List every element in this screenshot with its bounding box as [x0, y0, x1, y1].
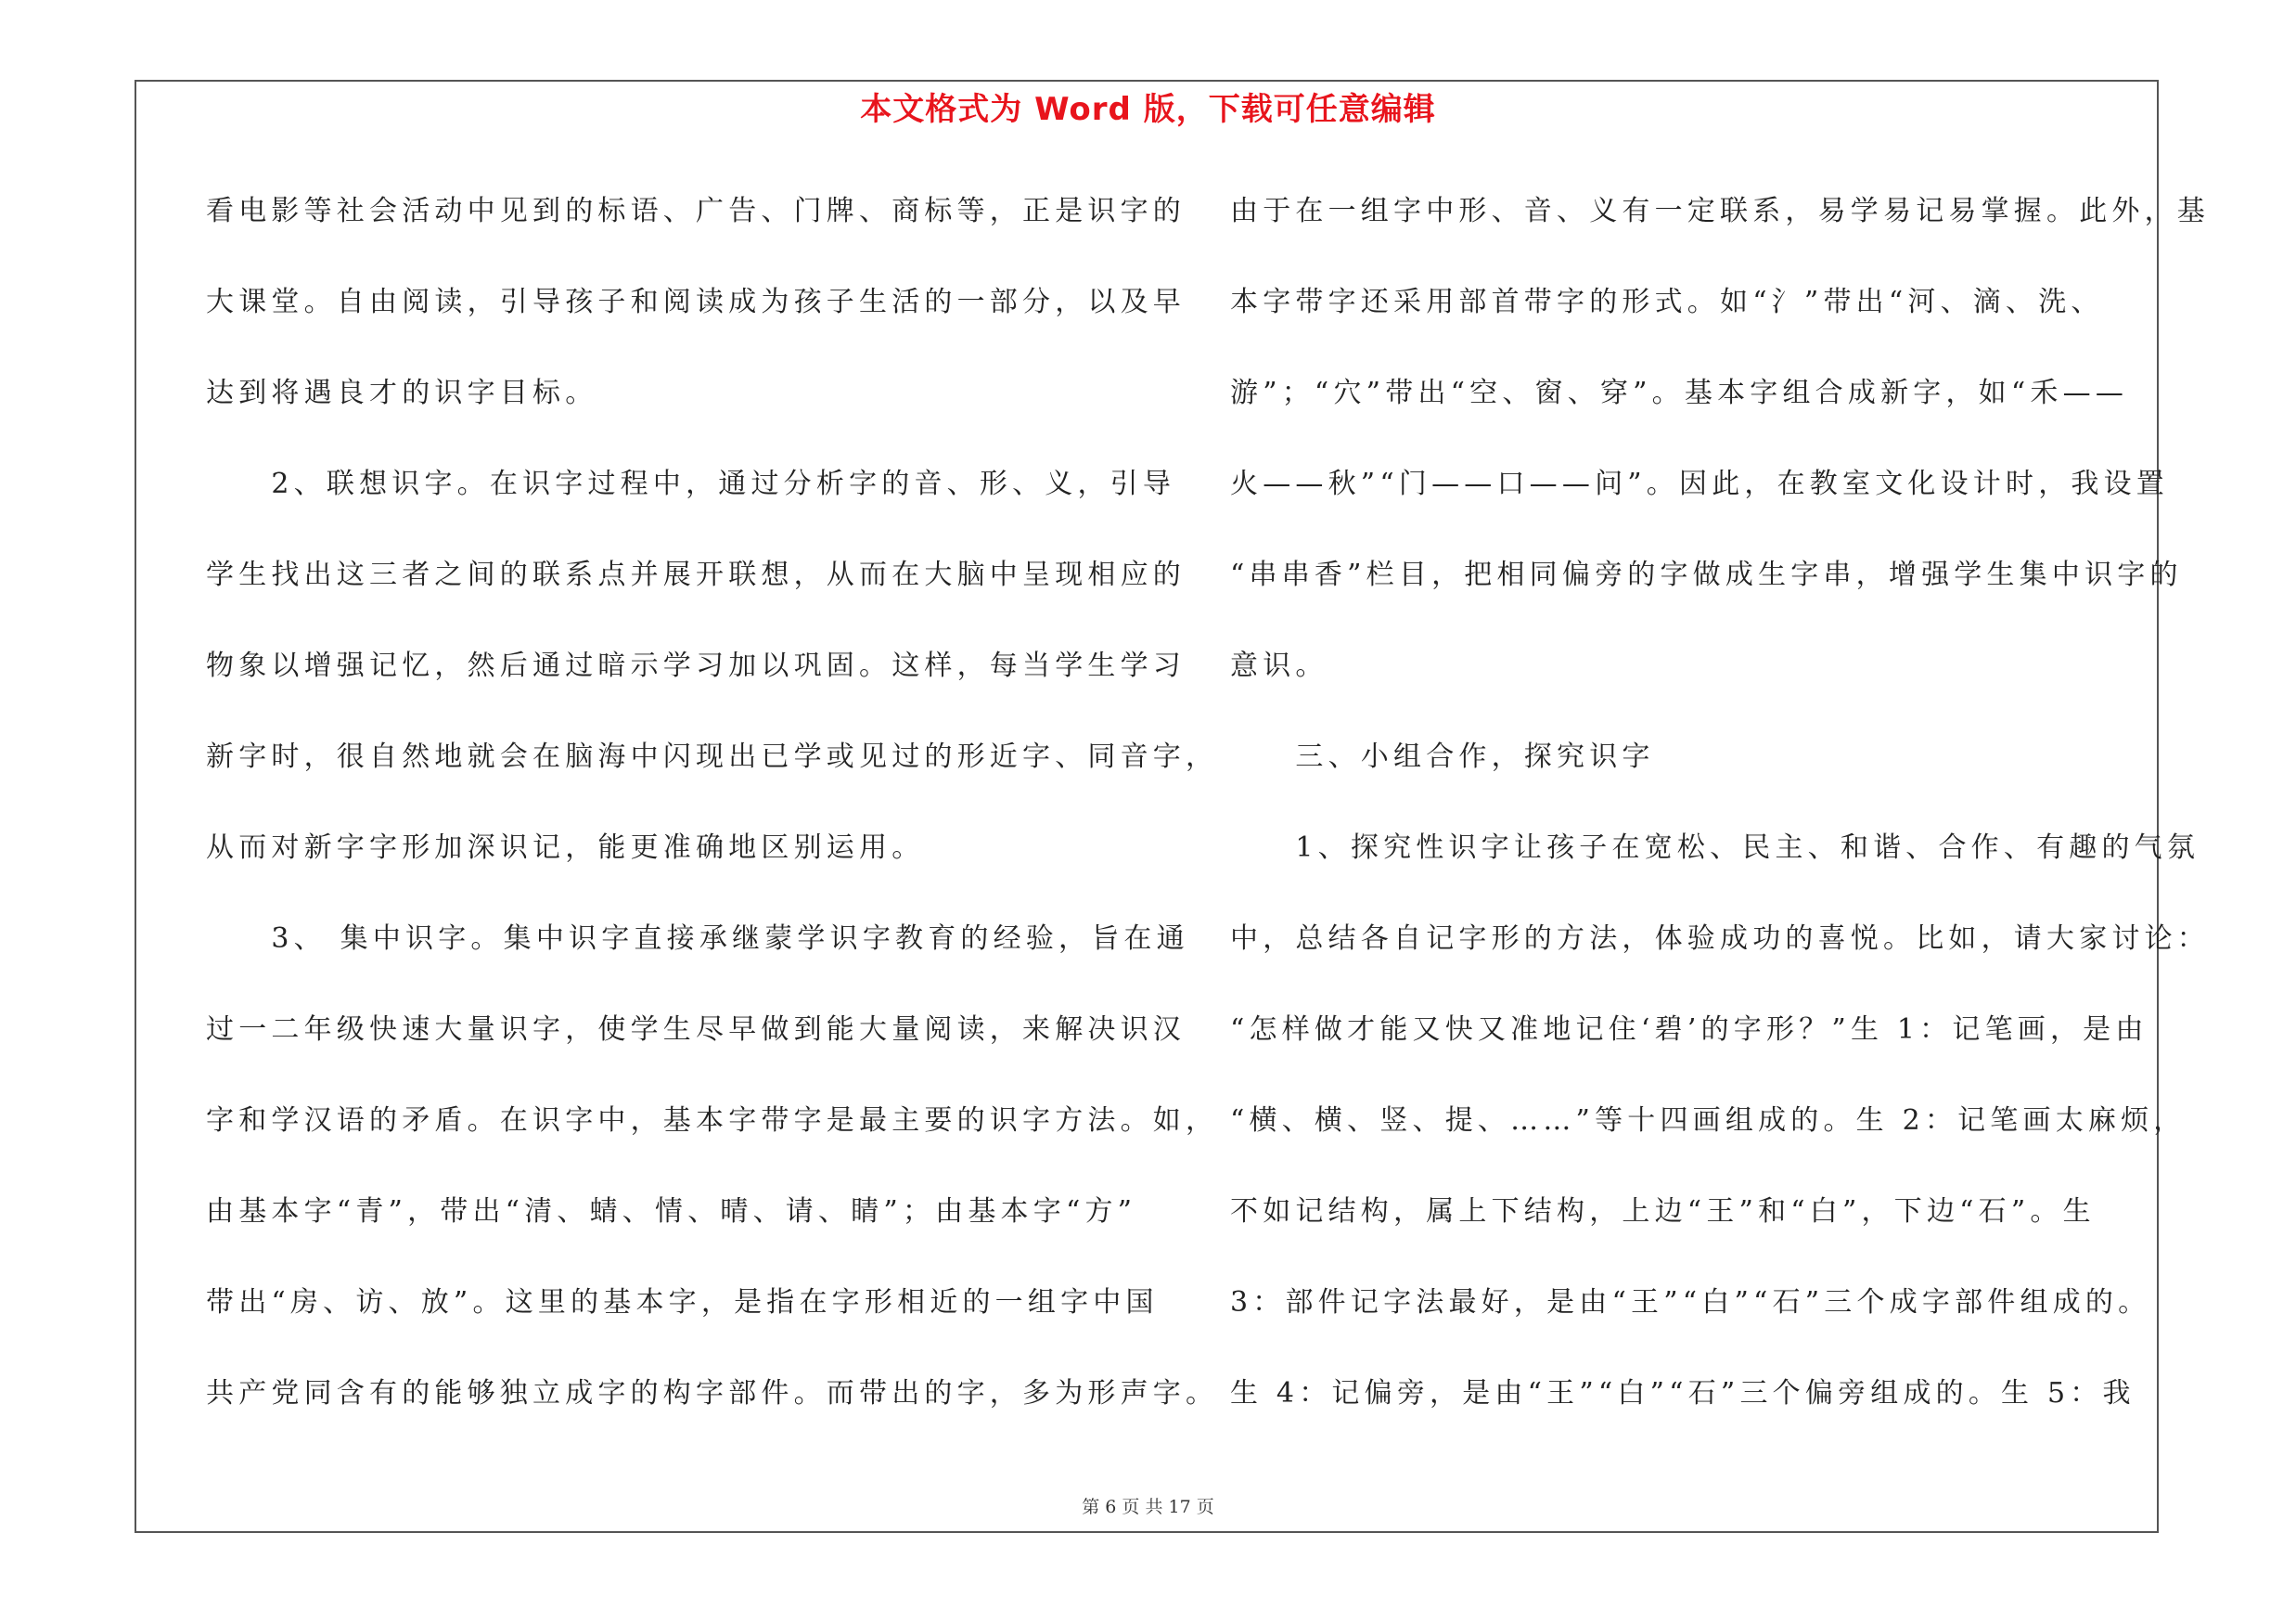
text-line: 由基本字“青”，带出“清、蜻、情、晴、请、睛”；由基本字“方”: [206, 1195, 1137, 1228]
text-line: 达到将遇良才的识字目标。: [206, 377, 598, 409]
text-line: 1、探究性识字让孩子在宽松、民主、和谐、合作、有趣的气氛: [1230, 831, 2200, 864]
text-line: “串串香”栏目，把相同偏旁的字做成生字串，增强学生集中识字的: [1230, 559, 2183, 591]
text-line: 带出“房、访、放”。这里的基本字，是指在字形相近的一组字中国: [206, 1286, 1159, 1319]
text-line: 3：部件记字法最好，是由“王”“白”“石”三个成字部件组成的。: [1230, 1286, 2151, 1319]
text-line: 看电影等社会活动中见到的标语、广告、门牌、商标等，正是识字的: [206, 195, 1186, 227]
text-line: 本字带字还采用部首带字的形式。如“氵”带出“河、滴、洗、: [1230, 286, 2104, 318]
text-line: 学生找出这三者之间的联系点并展开联想，从而在大脑中呈现相应的: [206, 559, 1186, 591]
text-line: “横、横、竖、提、……”等十四画组成的。生 2：记笔画太麻烦，: [1230, 1104, 2187, 1137]
banner-text: 本文格式为 Word 版，下载可任意编辑: [860, 91, 1436, 128]
text-line: 物象以增强记忆，然后通过暗示学习加以巩固。这样，每当学生学习: [206, 650, 1186, 682]
text-line: 2、联想识字。在识字过程中，通过分析字的音、形、义，引导: [206, 468, 1176, 500]
page-number-footer: [0, 1496, 2296, 1518]
text-line: 3、 集中识字。集中识字直接承继蒙学识字教育的经验，旨在通: [206, 922, 1189, 955]
text-line: 大课堂。自由阅读，引导孩子和阅读成为孩子生活的一部分，以及早: [206, 286, 1186, 318]
text-line: 不如记结构，属上下结构，上边“王”和“白”，下边“石”。生: [1230, 1195, 2096, 1228]
text-line: 游”；“穴”带出“空、窗、穿”。基本字组合成新字，如“禾——: [1230, 377, 2129, 409]
text-line: 过一二年级快速大量识字，使学生尽早做到能大量阅读，来解决识汉: [206, 1013, 1186, 1046]
text-line: 中，总结各自记字形的方法，体验成功的喜悦。比如，请大家讨论：: [1230, 922, 2210, 955]
right-column: [1230, 184, 2210, 1457]
text-line: 火——秋”“门——口——问”。因此，在教室文化设计时，我设置: [1230, 468, 2170, 500]
page-number-text: 第 6 页 共 17 页: [1082, 1497, 1214, 1517]
text-line: “怎样做才能又快又准地记住‘碧’的字形？”生 1：记笔画，是由: [1230, 1013, 2148, 1046]
text-line: 意识。: [1230, 650, 1328, 682]
text-line: 三、小组合作，探究识字: [1230, 741, 1655, 773]
text-line: 字和学汉语的矛盾。在识字中，基本字带字是最主要的识字方法。如，: [206, 1104, 1219, 1137]
text-line: 共产党同含有的能够独立成字的构字部件。而带出的字，多为形声字。: [206, 1377, 1219, 1410]
text-line: 新字时，很自然地就会在脑海中闪现出已学或见过的形近字、同音字，: [206, 741, 1219, 773]
left-column: [206, 184, 1219, 1457]
text-line: 由于在一组字中形、音、义有一定联系，易学易记易掌握。此外，基: [1230, 195, 2210, 227]
document-banner: [0, 87, 2296, 132]
text-line: 从而对新字字形加深识记，能更准确地区别运用。: [206, 831, 925, 864]
text-line: 生 4：记偏旁，是由“王”“白”“石”三个偏旁组成的。生 5：我: [1230, 1377, 2136, 1410]
